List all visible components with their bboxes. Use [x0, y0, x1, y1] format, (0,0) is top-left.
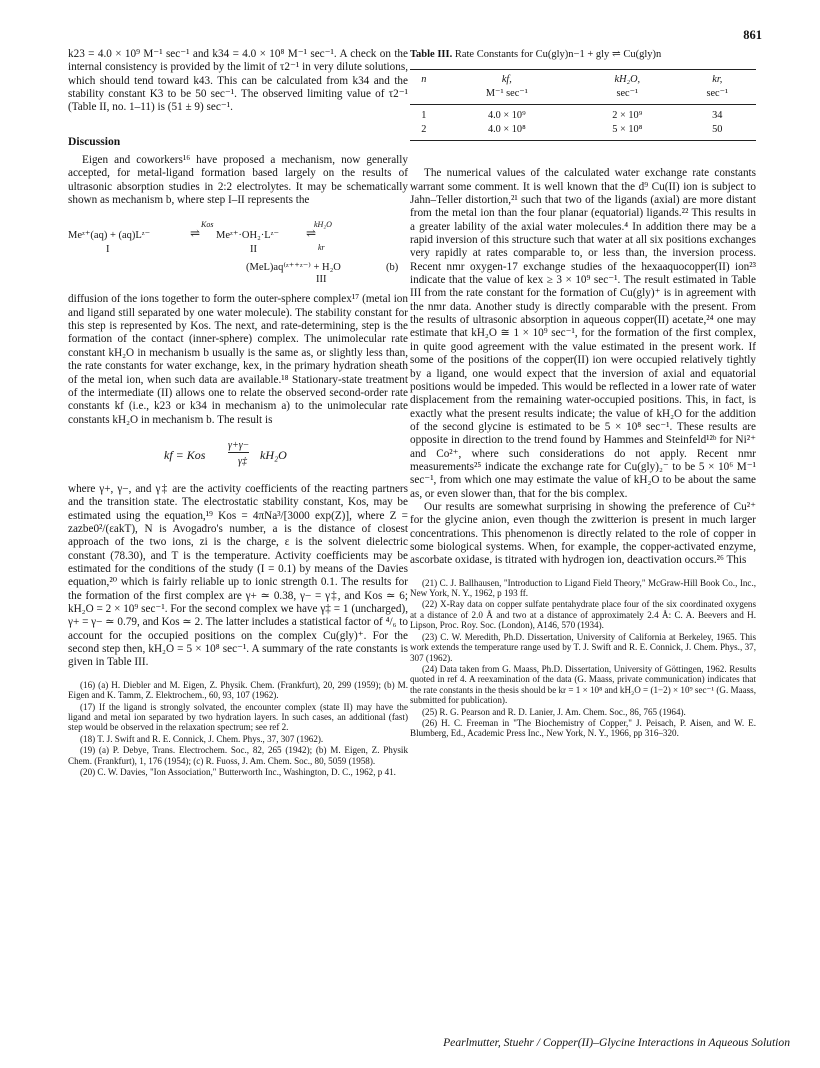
footnote: (22) X-Ray data on copper sulfate pentahydrate place four of the six coordinated oxygens at a distance of 2.0 Å and two at a distance of approximately 2.4 Å: C. A. Beevers and H. Lipson, Proc. Roy. Soc. (London), A146, 570 (1934). [410, 599, 756, 631]
scheme-roman-3: III [316, 274, 327, 286]
table-row [410, 123, 756, 141]
scheme-roman-1: I [106, 244, 110, 256]
section-heading: Discussion [68, 134, 121, 148]
discussion-paragraph-1: Eigen and coworkers¹⁶ have proposed a mechanism, now generally accepted, for metal-ligand formation based largely on the results of ultrasonic absorption studies in 2:2 electrolytes. It may be schematically shown as mechanism b, where step I–II represents the [68, 154, 408, 207]
rate-constants-table [410, 69, 756, 141]
table-row [410, 105, 756, 124]
scheme-kr: kr [318, 243, 325, 253]
table-label: Table III. [410, 49, 453, 60]
table-header-kh2o: kH₂O, [576, 70, 679, 88]
footnote: (20) C. W. Davies, "Ion Association," Butterworth Inc., Washington, D. C., 1962, p 41. [80, 766, 396, 777]
formula-numerator: γ+γ− [228, 439, 249, 453]
right-paragraph-1: The numerical values of the calculated water exchange rate constants warrant some comment. It is well known that the d⁹ Cu(II) ion is subject to Jahn–Teller distortion,²¹ such that two of the ligands (axial) are more distant from the metal ion than the four planar (equatorial) ligands.²² This results in a greater lability of the axial water molecules.⁴ In addition there may be a rapid inversion of this structure such that water at all six positions exchanges very rapidly at rates comparable to, or less than, the inversion process. Recent nmr oxygen-17 exchange studies of the hexaaquocopper(II) ion²³ indicate that the value of kex ≥ 3 × 10⁹ sec⁻¹. The result estimated in Table III from the rate constant for the formation of Cu(gly)⁺ is in agreement with the nmr data. Another study is directly comparable with the present. From the results of ultrasonic absorption in aqueous copper(II) acetate,²⁴ one may estimate that kH₂O ≅ 1 × 10⁹ sec⁻¹, for the formation of the first complex, in quite good agreement with the value estimated in the present work. If some of the positions of the copper(II) ion were occupied relatively tightly by a ligand, one would expect that the inversion of axial and equatorial positions would be impeded. This would be reflected in a lower rate of water displacement from the remaining water-occupied positions. This, in fact, is exactly what the present results indicate; the value of kH₂O for the addition of the second glycine is estimated to be 5 × 10⁸ sec⁻¹. These results are opposite in direction to the trend found by Hammes and Steinfeld¹²ᵇ for Ni²⁺ and Co²⁺, where such considerations do not apply. Recent nmr measurements²⁵ indicate the exchange rate for Cu(gly)₂⁻ to be 5 × 10⁶ M⁻¹ sec⁻¹, from which one may estimate the value of kH₂O to be about the same as, or even slower than, that for the bis complex. [410, 167, 756, 500]
left-column [68, 48, 408, 778]
table-cell: 5 × 10⁸ [612, 124, 643, 136]
footnote: (16) (a) H. Diebler and M. Eigen, Z. Physik. Chem. (Frankfurt), 20, 299 (1959); (b) M. Eigen and K. Tamm, Z. Elektrochem., 60, 93, 107 (1962). [68, 679, 408, 701]
table-cell: 1 [421, 110, 427, 122]
table-cell: 50 [712, 124, 723, 136]
scheme-species-2: Meᶻ⁺·OH₂·Lᶻ⁻ [216, 230, 280, 242]
footnote: (24) Data taken from G. Maass, Ph.D. Dissertation, University of Göttingen, 1962. Results quoted in ref 4. A reexamination of the data (G. Maass, private communication) indicates that the rate constants in the thesis should be kr = 1 × 10⁸ and kH₂O = (1−2) × 10⁹ sec⁻¹ (G. Maass, submitted for publication). [410, 663, 756, 706]
intro-paragraph: k23 = 4.0 × 10⁹ M⁻¹ sec⁻¹ and k34 = 4.0 × 10⁸ M⁻¹ sec⁻¹. A check on the internal consistency is provided by the limit of τ2⁻¹ in very dilute solutions, which should tend toward k43. This can be calculated from k34 and the stability constant K3 to be 50 sec⁻¹. The observed limiting value of τ2⁻¹ (Table II, no. 1–11) is (51 ± 9) sec⁻¹. [68, 48, 408, 114]
scheme-equilibrium-arrow-1: ⇌ [190, 226, 201, 241]
table-header-n: n [410, 70, 438, 88]
right-footnotes [410, 578, 756, 739]
formula-lhs: kf = Kos [164, 447, 206, 462]
table-unit-kr: sec⁻¹ [679, 87, 756, 105]
footnote: (21) C. J. Ballhausen, "Introduction to Ligand Field Theory," McGraw-Hill Book Co., Inc., New York, N. Y., 1962, p 193 ff. [410, 577, 756, 599]
scheme-equilibrium-arrow-2: ⇌ [306, 226, 317, 241]
scheme-kos: Kos [201, 220, 214, 230]
table-unit-kh2o: sec⁻¹ [576, 87, 679, 105]
formula-rhs: kH₂O [260, 447, 287, 462]
footnote: (18) T. J. Swift and R. E. Connick, J. Chem. Phys., 37, 307 (1962). [80, 733, 324, 744]
table-caption: Rate Constants for Cu(gly)n−1 + gly ⇌ Cu(gly)n [454, 49, 662, 60]
table-unit-n [410, 87, 438, 105]
rate-equation [68, 437, 408, 473]
footnote: (19) (a) P. Debye, Trans. Electrochem. Soc., 82, 265 (1942); (b) M. Eigen, Z. Physik Chem. (Frankfurt), 1, 176 (1954); (c) R. Fuoss, J. Am. Chem. Soc., 80, 5059 (1958). [68, 745, 408, 766]
page-number: 861 [743, 28, 762, 42]
right-paragraph-2: Our results are somewhat surprising in showing the preference of Cu²⁺ for the glycine anion, even though the zwitterion is present in much larger concentrations. This phenomenon is directly related to the role of copper in some biological systems. When, for example, the copper-activated enzyme, ascorbate oxidase, is titrated with hydrogen ion, deactivation occurs.²⁶ This [410, 500, 756, 567]
discussion-paragraph-2: diffusion of the ions together to form the outer-sphere complex¹⁷ (metal ion and ligand still separated by one water molecule). The stability constant for this step is represented by Kos. The next, and rate-determining, step is the formation of the contact (inner-sphere) complex. The unimolecular rate constant kH₂O in mechanism b usually is the same as, or slightly less than, the rate constants for water exchange, kex, in the primary hydration sheath of the metal ion, when such data are available.¹⁸ Stationary-state treatment of the intermediate (II) allows one to relate the observed second-order rate constants kf (i.e., k23 or k34 in mechanism a) to the unimolecular rate constants kH₂O in mechanism b. The result is [68, 293, 408, 426]
right-column [410, 48, 756, 740]
table-cell: 2 × 10⁹ [612, 110, 643, 122]
table-cell: 34 [712, 110, 723, 122]
scheme-roman-2: II [250, 244, 257, 256]
running-footer: Pearlmutter, Stuehr / Copper(II)–Glycine Interactions in Aqueous Solution [443, 1036, 790, 1049]
table-title [410, 48, 756, 61]
left-footnotes [68, 680, 408, 778]
table-unit-kf: M⁻¹ sec⁻¹ [438, 87, 576, 105]
footnote: (23) C. W. Meredith, Ph.D. Dissertation, University of California at Berkeley, 1965. This work extends the temperature range used by T. J. Swift and R. E. Connick, J. Chem. Phys., 37, 307 (1962). [410, 631, 756, 663]
footnote: (26) H. C. Freeman in "The Biochemistry of Copper," J. Peisach, P. Aisen, and W. E. Blumberg, Ed., Academic Press Inc., New York, N. Y., 1966, pp 316–320. [410, 717, 756, 739]
table-cell: 4.0 × 10⁸ [487, 124, 526, 136]
table-cell: 2 [421, 124, 427, 136]
mechanism-scheme [68, 217, 408, 285]
table-header-kf: kf, [438, 70, 576, 88]
scheme-label-b: (b) [386, 262, 399, 274]
table-header-kr: kr, [679, 70, 756, 88]
footnote: (25) R. G. Pearson and R. D. Lanier, J. Am. Chem. Soc., 86, 765 (1964). [422, 706, 686, 717]
discussion-paragraph-3: where γ+, γ−, and γ‡ are the activity coefficients of the reacting partners and the transition state. The electrostatic stability constant, Kos, may be estimated using the equation,¹⁹ Kos = 4πNa³/[3000 exp(Z)], where Z = zazbe0²/(εakT), N is Avogadro's number, a is the distance of closest approach of the two ions, zi is the charge, ε is the solvent dielectric constant (78.30), and T is the temperature. Activity coefficients may be estimated for the conditions of the study (I = 0.1) by means of the Davies equation,²⁰ which is fairly reliable up to ionic strength 0.1. The results for the formation of the first complex are γ+ ≃ 0.38, γ− = γ‡, and Kos ≃ 6; kH₂O = 2 × 10⁹ sec⁻¹. For the second complex we have γ‡ = 1 (uncharged), γ+ = γ− ≃ 0.79, and Kos ≃ 2. The latter includes a statistical factor of ⁴/₆ to account for the occupied positions on the complex Cu(gly)⁺. For the second step then, kH₂O = 5 × 10⁸ sec⁻¹. A summary of the rate constants is given in Table III. [68, 482, 408, 669]
table-cell: 4.0 × 10⁹ [487, 110, 526, 122]
scheme-kh2o: kH₂O [314, 220, 332, 230]
scheme-species-1: Meᶻ⁺(aq) + (aq)Lᶻ⁻ [68, 230, 151, 242]
footnote: (17) If the ligand is strongly solvated, the encounter complex (state II) may have the ligand and metal ion separated by two hydration layers. In such cases, an additional (fast) step would be observed in the relaxation spectrum; see ref 2. [68, 701, 408, 733]
scheme-species-3: (MeL)aq⁽ᶻ⁺⁺ᶻ⁻⁾ + H₂O [246, 262, 341, 274]
formula-denominator: γ‡ [238, 455, 247, 467]
